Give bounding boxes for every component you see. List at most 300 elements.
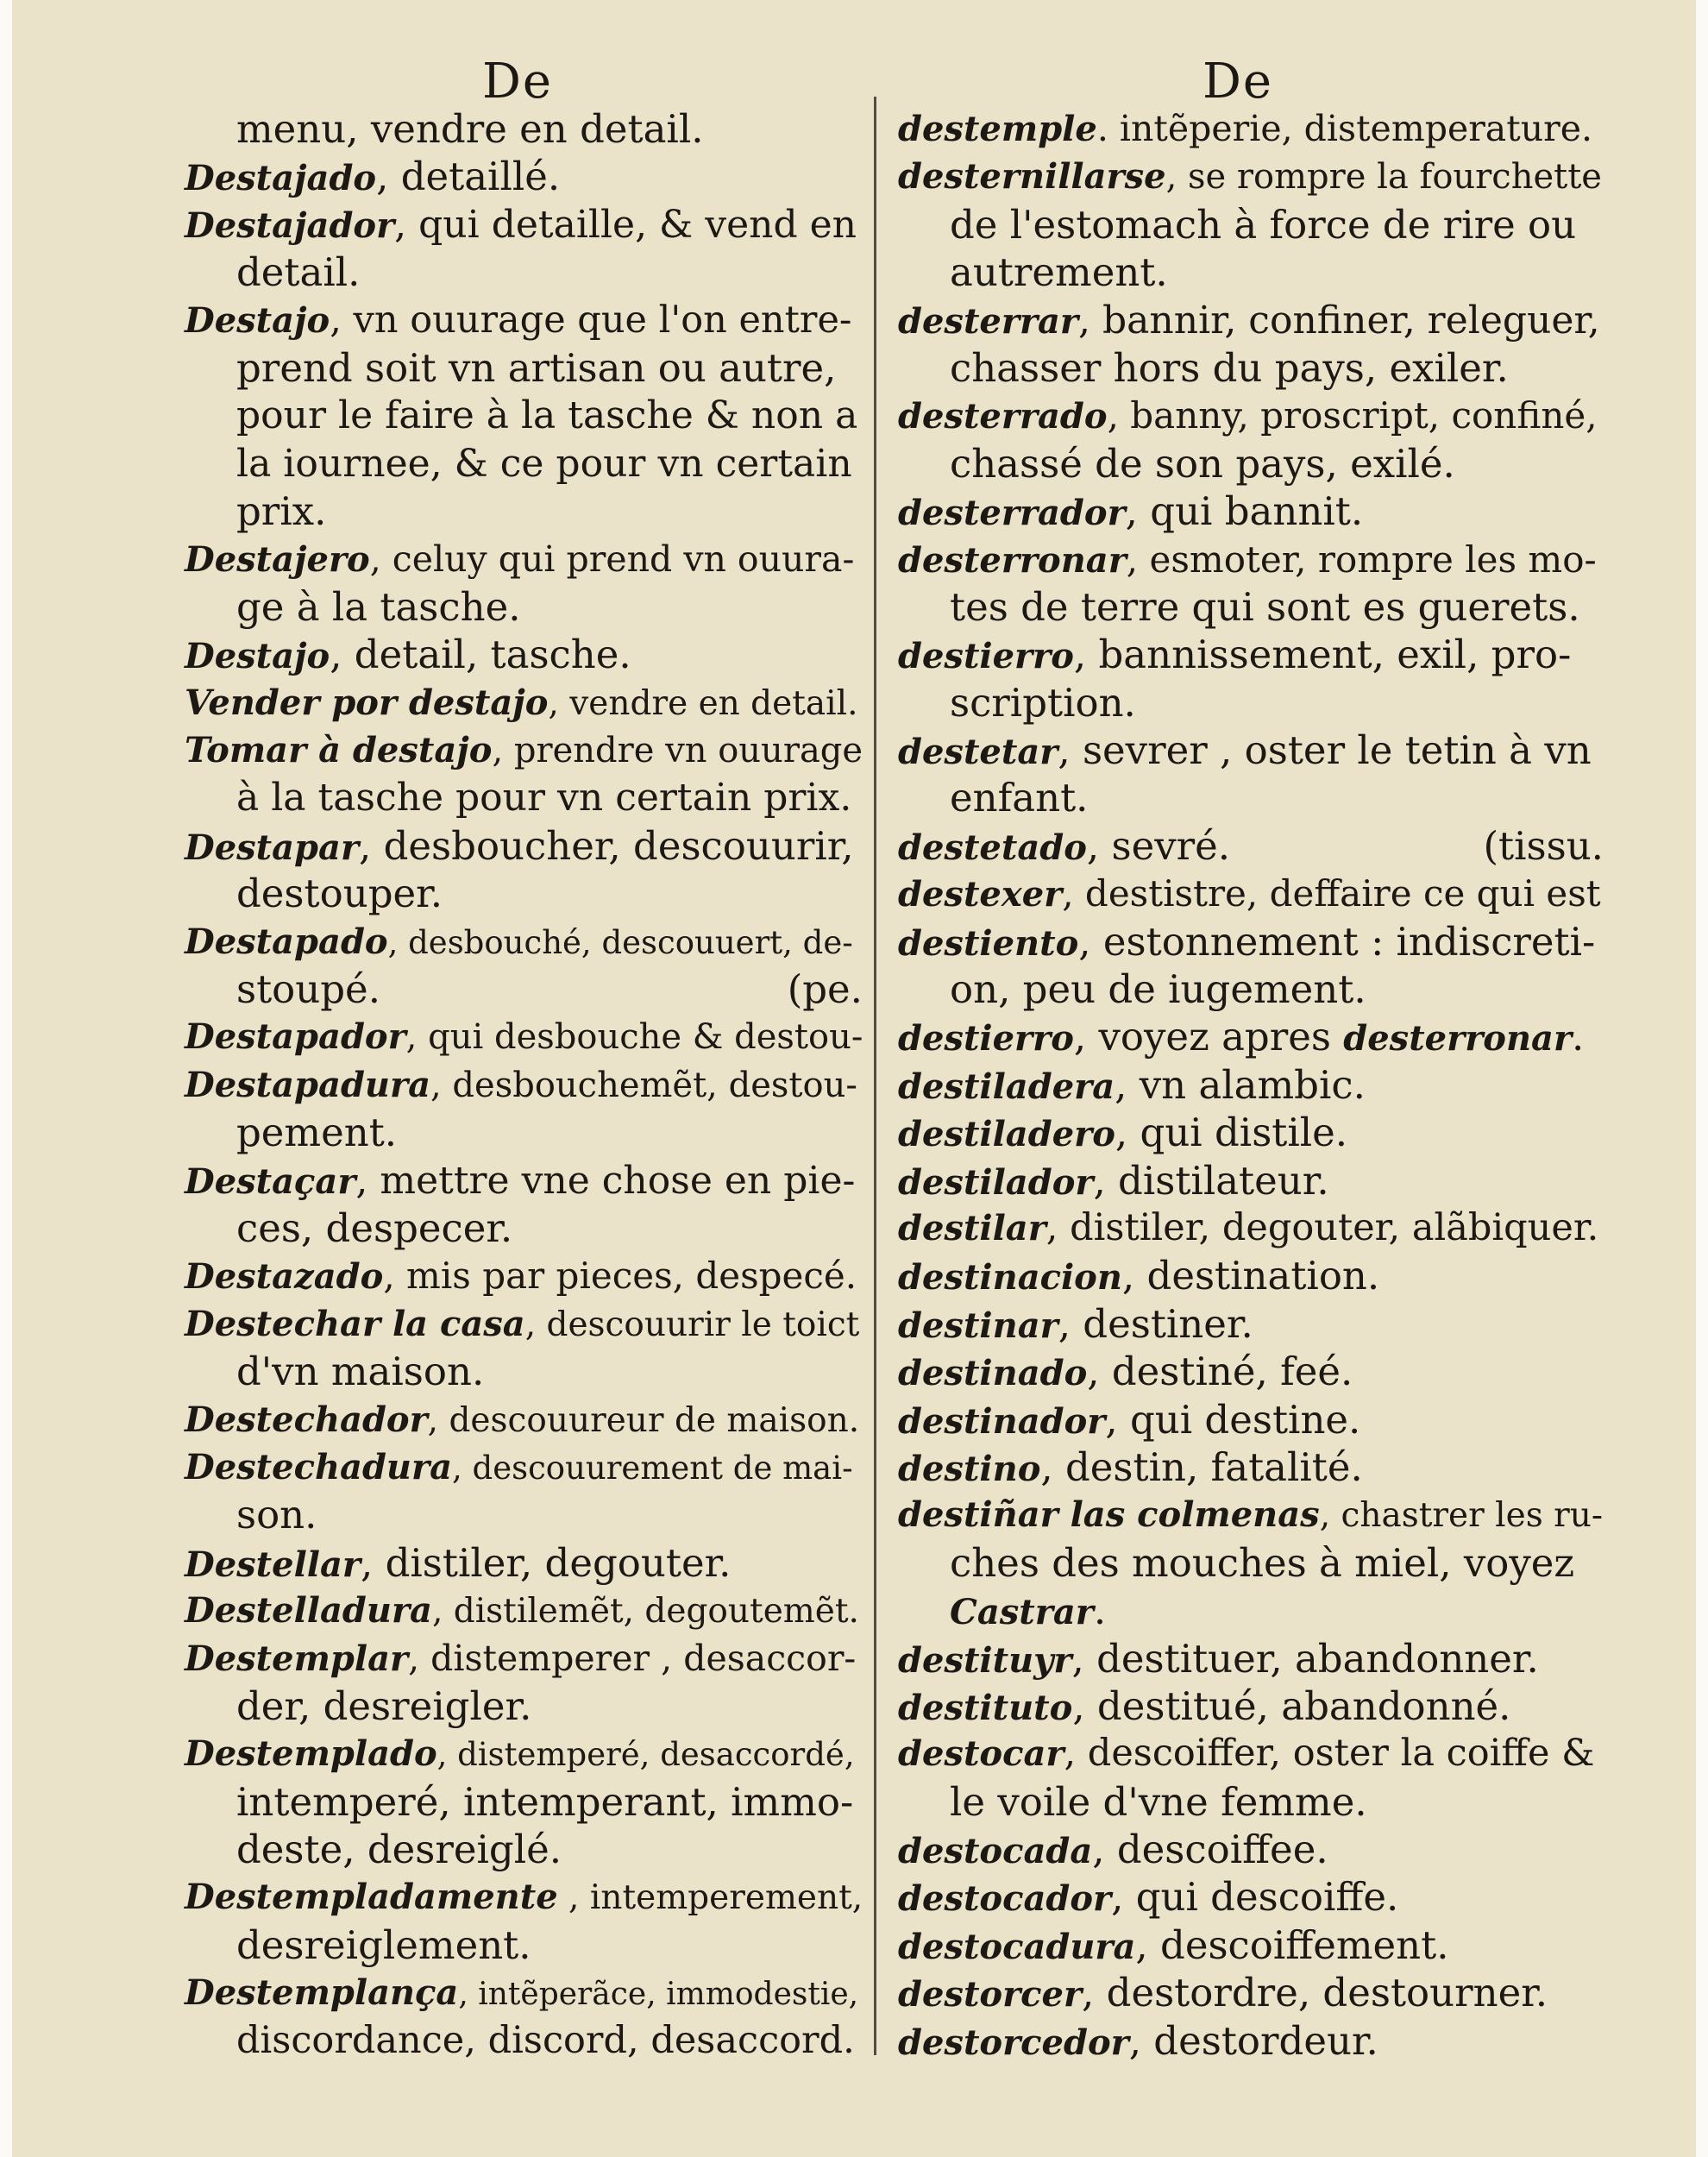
definition: , vn ouurage que l'on entre- (330, 298, 852, 342)
entry-line (898, 679, 1604, 726)
headword: destocar (898, 1733, 1064, 1775)
definition: , descoiffer, oster la coiffe & (1064, 1732, 1595, 1776)
entry-text-wrap (185, 203, 857, 247)
entry-text-wrap (185, 1878, 863, 1917)
definition: ches des mouches à miel, voyez (950, 1539, 1575, 1586)
headword: destinar (898, 1305, 1058, 1346)
headword: Destemplança (185, 1972, 459, 2014)
entry-text-wrap (236, 1110, 397, 1155)
entry-text-wrap (185, 154, 560, 199)
running-head-right: De (1203, 53, 1274, 110)
entry-line (898, 583, 1604, 631)
book-page (12, 0, 1696, 2157)
entry-text-wrap (898, 1253, 1379, 1299)
entry-text-wrap (185, 1066, 857, 1105)
definition: , estonnement : indiscreti- (1078, 918, 1596, 965)
entry-text-wrap (950, 775, 1088, 821)
headword: destocadura (898, 1926, 1136, 1967)
entry-text-wrap (898, 1110, 1347, 1155)
entry-text-wrap (898, 488, 1363, 534)
entry-line (185, 153, 863, 200)
headword: Destajero (185, 538, 370, 580)
definition: , vn alambic. (1115, 1061, 1366, 1108)
entry-text-wrap (185, 632, 631, 677)
definition: desreiglement. (236, 1921, 531, 1968)
definition: , voyez apres (1073, 1014, 1344, 1060)
entry-line (898, 1348, 1604, 1395)
turnover-fragment: (tissu. (1483, 822, 1604, 869)
entry-line (185, 1969, 863, 2016)
definition: , destituer, abandonner. (1071, 1635, 1539, 1682)
definition: , chastrer les ru- (1319, 1496, 1604, 1536)
entry-text-wrap (898, 157, 1602, 197)
entry-line (185, 1826, 863, 1873)
definition: , qui desbouche & destou- (405, 1017, 863, 1058)
entry-line (185, 1443, 863, 1491)
headword: destino (898, 1448, 1041, 1489)
definition: menu, vendre en detail. (236, 106, 704, 152)
entry-line (185, 1635, 863, 1682)
entry-text-wrap (185, 921, 853, 962)
definition: , mis par pieces, despecé. (383, 1255, 857, 1298)
entry-line (898, 1587, 1604, 1634)
definition: , vendre en detail. (548, 683, 858, 723)
entry-text-wrap (185, 538, 854, 580)
definition: d'vn maison. (236, 1349, 485, 1395)
definition: deste, desreiglé. (236, 1827, 562, 1873)
definition: la iournee, & ce pour vn certain (236, 441, 852, 486)
entry-text-wrap (898, 1444, 1363, 1490)
entry-line (898, 1682, 1604, 1730)
definition: , destordeur. (1128, 2017, 1378, 2064)
headword: Destechador (185, 1399, 428, 1440)
entry-line (185, 1778, 863, 1826)
entry-line (185, 297, 863, 344)
entry-line (898, 487, 1604, 535)
definition: pour le faire à la tasche & non a (236, 393, 858, 438)
entry-text-wrap (950, 1588, 1106, 1633)
headword: Destajo (185, 299, 330, 341)
entry-line (898, 1873, 1604, 1921)
headword: Destapadura (185, 1064, 430, 1105)
right-column (898, 105, 1604, 2065)
definition-tail: . (1572, 1014, 1585, 1060)
entry-text-wrap (898, 299, 1600, 343)
headword: Tomar à destajo (185, 730, 493, 771)
definition: , destistre, deffaire ce qui est (1062, 872, 1601, 915)
entry-text-wrap (236, 488, 326, 534)
entry-line (185, 1204, 863, 1252)
entry-line (185, 1873, 863, 1921)
definition: , bannir, confiner, releguer, (1078, 298, 1600, 343)
entry-text-wrap (898, 1496, 1603, 1535)
headword: desterrador (898, 493, 1126, 534)
entry-line (898, 1252, 1604, 1299)
entry-line (898, 105, 1604, 153)
entry-text-wrap (185, 1592, 859, 1631)
entry-line (185, 1921, 863, 1969)
entry-text-wrap (185, 1159, 855, 1203)
entry-line (185, 487, 863, 535)
entry-text-wrap (185, 1401, 859, 1440)
entry-line (898, 201, 1604, 248)
entry-line (898, 1730, 1604, 1777)
entry-line (185, 1730, 863, 1777)
headword: Destempladamente (185, 1877, 558, 1918)
definition: tes de terre qui sont es guerets. (950, 583, 1580, 630)
entry-text-wrap (185, 823, 854, 869)
entry-line (898, 1204, 1604, 1252)
headword: Destechadura (185, 1446, 452, 1487)
definition: , banny, proscript, confiné, (1107, 394, 1598, 437)
headword: Destajador (185, 204, 395, 246)
definition: , distilemẽt, degoutemẽt. (431, 1592, 859, 1632)
headword: destiladero (898, 1114, 1115, 1155)
entry-text-wrap (898, 632, 1571, 677)
headword: destiento (898, 922, 1079, 964)
entry-text-wrap (898, 1970, 1548, 2016)
entry-line (898, 870, 1604, 917)
definition: , desbouché, descouuert, de- (387, 923, 853, 961)
entry-text-wrap (950, 584, 1580, 630)
entry-line (185, 679, 863, 726)
definition: de l'estomach à force de rire ou (950, 201, 1577, 248)
entry-line (898, 1635, 1604, 1682)
headword: Castrar (950, 1592, 1094, 1633)
entry-line (898, 1969, 1604, 2016)
headword: Destajo (185, 636, 330, 677)
headword: Destapado (185, 921, 388, 962)
entry-line (185, 583, 863, 631)
entry-text-wrap (898, 1397, 1360, 1443)
column-divider (874, 97, 876, 2055)
definition: , descoiffee. (1092, 1827, 1328, 1873)
definition: , distiler, degouter, alãbiquer. (1046, 1205, 1599, 1249)
definition: son. (236, 1492, 317, 1538)
entry-line (898, 965, 1604, 1013)
entry-line (185, 201, 863, 248)
entry-line (898, 1491, 1604, 1538)
entry-text-wrap (185, 1972, 859, 2014)
definition: discordance, discord, desaccord. (236, 2018, 855, 2062)
entry-line (898, 440, 1604, 487)
entry-text-wrap (185, 1446, 853, 1487)
definition: , destin, fatalité. (1040, 1443, 1363, 1490)
headword: destiladera (898, 1066, 1115, 1107)
headword: destorcedor (898, 2022, 1129, 2063)
headword: destemple (898, 109, 1097, 149)
definition: , sevré. (1086, 822, 1231, 869)
entry-line (185, 965, 863, 1013)
definition: , esmoter, rompre les mo- (1126, 538, 1597, 581)
entry-line (898, 1539, 1604, 1587)
headword: destexer (898, 874, 1063, 915)
definition: , intemperement, (557, 1878, 863, 1918)
entry-line (898, 726, 1604, 774)
definition: enfant. (950, 775, 1089, 821)
headword: destorcer (898, 1974, 1083, 2016)
headword: Destemplar (185, 1638, 409, 1679)
headword: Destajado (185, 158, 377, 199)
entry-line (898, 1826, 1604, 1873)
entry-text-wrap (898, 1636, 1539, 1682)
entry-text-wrap (236, 965, 380, 1013)
headword: desterrado (898, 396, 1108, 437)
definition: , detaillé. (376, 154, 561, 200)
entry-line (898, 1300, 1604, 1348)
definition: , descouureur de maison. (427, 1400, 860, 1440)
definition: , desbouchemẽt, destou- (430, 1065, 857, 1105)
entry-text-wrap (898, 538, 1597, 581)
entry-text-wrap (898, 1922, 1449, 1968)
definition: , destiné, feé. (1087, 1349, 1353, 1395)
entry-text-wrap (185, 1638, 856, 1679)
definition: , intẽperãce, immodestie, (458, 1977, 859, 2013)
definition: der, desreigler. (236, 1682, 532, 1729)
entry-text-wrap (950, 680, 1136, 726)
entry-line (185, 726, 863, 774)
entry-text-wrap (236, 393, 857, 437)
entry-line (185, 1157, 863, 1204)
entry-text-wrap (236, 584, 521, 630)
entry-line (898, 536, 1604, 583)
definition: prend soit vn artisan ou autre, (236, 344, 837, 391)
definition: , destitué, abandonné. (1072, 1682, 1511, 1729)
entry-text-wrap (950, 345, 1509, 391)
entry-text-wrap (185, 684, 857, 723)
entry-line (898, 248, 1604, 296)
definition: pement. (236, 1110, 398, 1156)
entry-line (185, 631, 863, 678)
entry-text-wrap (898, 394, 1598, 437)
definition: , distilateur. (1093, 1157, 1329, 1204)
turnover-fragment: (pe. (787, 966, 863, 1013)
headword: destiñar las colmenas (898, 1494, 1320, 1536)
entry-text-wrap (236, 1205, 512, 1251)
definition: stoupé. (236, 966, 380, 1013)
entry-line (898, 344, 1604, 392)
entry-line (185, 1013, 863, 1060)
entry-line (185, 1682, 863, 1730)
entry-line (898, 2017, 1604, 2065)
entry-text-wrap (236, 1779, 853, 1825)
entry-line (185, 1109, 863, 1156)
definition: detail. (236, 249, 361, 296)
definition: scription. (950, 679, 1136, 726)
entry-text-wrap (185, 731, 863, 770)
entry-text-wrap (185, 1733, 855, 1775)
headword: Destazado (185, 1256, 384, 1298)
headword: Destemplado (185, 1733, 437, 1775)
entry-text-wrap (185, 1017, 863, 1057)
entry-text-wrap (185, 1540, 731, 1586)
entry-text-wrap (898, 1014, 1584, 1060)
entry-line (185, 1396, 863, 1443)
entry-text-wrap (950, 202, 1576, 248)
entry-text-wrap (185, 1305, 859, 1344)
entry-line (898, 1157, 1604, 1204)
entry-text-wrap (236, 442, 852, 486)
entry-text-wrap (185, 299, 851, 342)
entry-text-wrap (236, 249, 360, 295)
entry-line (185, 536, 863, 583)
entry-line (185, 2017, 863, 2065)
definition: , destiner. (1058, 1300, 1253, 1347)
entry-text-wrap (236, 1492, 317, 1538)
entry-line (185, 918, 863, 965)
headword: destocada (898, 1831, 1093, 1872)
entry-text-wrap (898, 108, 1592, 149)
definition: intemperé, intemperant, immo- (236, 1778, 854, 1825)
entry-line (898, 1921, 1604, 1969)
entry-line (185, 1252, 863, 1299)
definition: , qui distile. (1115, 1110, 1348, 1156)
headword: desternillarse (898, 156, 1166, 198)
entry-text-wrap (950, 1540, 1574, 1586)
entry-text-wrap (236, 871, 443, 916)
definition: chasser hors du pays, exiler. (950, 344, 1509, 391)
definition: prix. (236, 488, 327, 535)
definition: , destordre, destourner. (1082, 1970, 1548, 2016)
definition: on, peu de iugement. (950, 966, 1366, 1013)
headword: Destapador (185, 1016, 406, 1058)
headword: destinador (898, 1400, 1106, 1442)
entry-line (185, 870, 863, 917)
entry-line (185, 105, 863, 153)
definition: , qui bannit. (1125, 488, 1364, 535)
definition: ces, despecer. (236, 1204, 513, 1251)
entry-text-wrap (898, 1827, 1328, 1872)
definition: destouper. (236, 871, 443, 917)
definition: , descouurir le toict (524, 1305, 860, 1344)
definition: , mettre vne chose en pie- (355, 1158, 856, 1203)
headword: destierro (898, 1018, 1074, 1060)
headword: Destelladura (185, 1590, 432, 1632)
entry-text-wrap (898, 2018, 1378, 2064)
definition: à la tasche pour vn certain prix. (236, 776, 852, 821)
entry-text-wrap (950, 966, 1366, 1012)
entry-text-wrap (236, 106, 704, 152)
headword: Vender por destajo (185, 682, 549, 723)
entry-text-wrap (898, 1683, 1511, 1729)
running-head-left: De (482, 53, 554, 110)
entry-line (185, 248, 863, 296)
entry-text-wrap (950, 441, 1455, 487)
definition: , detail, tasche. (330, 632, 631, 678)
entry-text-wrap (236, 1922, 531, 1968)
definition: , se rompre la fourchette (1165, 157, 1602, 198)
entry-text-wrap (236, 345, 836, 391)
entry-line (898, 153, 1604, 200)
entry-text-wrap (898, 872, 1601, 915)
definition: , sevrer , oster le tetin à vn (1058, 727, 1592, 774)
entry-line (898, 631, 1604, 678)
entry-line (898, 1109, 1604, 1156)
headword: destetado (898, 827, 1087, 868)
entry-line (185, 1491, 863, 1538)
entry-line (185, 1300, 863, 1348)
entry-line (898, 822, 1604, 870)
definition: , distemperé, desaccordé, (436, 1736, 855, 1774)
headword: Destapar (185, 827, 360, 868)
entry-text-wrap (236, 2019, 855, 2062)
entry-line (185, 440, 863, 487)
entry-line (185, 344, 863, 392)
headword: Destellar (185, 1544, 361, 1585)
definition: chassé de son pays, exilé. (950, 440, 1455, 487)
headword: destinacion (898, 1257, 1122, 1299)
entry-line (898, 1778, 1604, 1826)
entry-line (185, 774, 863, 821)
entry-text-wrap (236, 1827, 562, 1872)
definition: ge à la tasche. (236, 583, 521, 630)
entry-text-wrap (236, 776, 851, 820)
headword: destituto (898, 1687, 1073, 1728)
entry-text-wrap (898, 727, 1592, 773)
entry-text-wrap (950, 249, 1168, 295)
entry-line (185, 822, 863, 870)
entry-text-wrap (185, 1255, 857, 1297)
headword: destilar (898, 1207, 1046, 1248)
entry-text-wrap (898, 822, 1230, 870)
definition: , distemperer , desaccor- (408, 1637, 857, 1679)
headword: destilador (898, 1161, 1094, 1203)
definition: , descouurement de mai- (451, 1449, 853, 1487)
entry-text-wrap (236, 1349, 484, 1394)
headword: destituyr (898, 1639, 1072, 1681)
headword: destinado (898, 1353, 1088, 1394)
entry-line (898, 918, 1604, 965)
definition: , qui detaille, & vend en (394, 202, 857, 247)
definition: le voile d'vne femme. (950, 1778, 1367, 1825)
entry-text-wrap (898, 1349, 1353, 1394)
headword: Destechar la casa (185, 1303, 525, 1344)
definition: . intẽperie, distemperature. (1096, 108, 1593, 149)
entry-line (898, 1396, 1604, 1443)
entry-text-wrap (898, 1158, 1329, 1204)
entry-line (898, 1443, 1604, 1491)
entry-line (898, 1013, 1604, 1060)
entry-text-wrap (236, 1683, 531, 1729)
definition: , celuy qui prend vn ouura- (369, 538, 855, 580)
entry-line (185, 1539, 863, 1587)
headword: Destaçar (185, 1160, 356, 1202)
definition: , qui destine. (1105, 1396, 1361, 1443)
entry-line (898, 1061, 1604, 1109)
left-column (185, 105, 863, 2065)
entry-text-wrap (898, 1732, 1594, 1775)
entry-line (185, 1061, 863, 1109)
entry-text-wrap (898, 1301, 1253, 1347)
cross-ref-headword: desterronar (1343, 1018, 1573, 1060)
entry-line (185, 1348, 863, 1395)
entry-text-wrap (898, 1062, 1366, 1108)
definition: , desboucher, descouurir, (359, 822, 854, 869)
entry-line (898, 297, 1604, 344)
definition: , qui descoiffe. (1111, 1874, 1399, 1921)
entry-text-wrap (898, 1874, 1398, 1920)
entry-text-wrap (898, 919, 1595, 965)
entry-text-wrap (898, 1206, 1598, 1249)
definition: , distiler, degouter. (360, 1539, 732, 1586)
entry-line (898, 392, 1604, 439)
headword: destetar (898, 732, 1058, 773)
definition: , prendre vn ouurage (492, 731, 863, 771)
entry-line (898, 774, 1604, 821)
definition: autrement. (950, 249, 1168, 296)
definition: , destination. (1121, 1253, 1380, 1299)
entry-line (185, 1587, 863, 1634)
